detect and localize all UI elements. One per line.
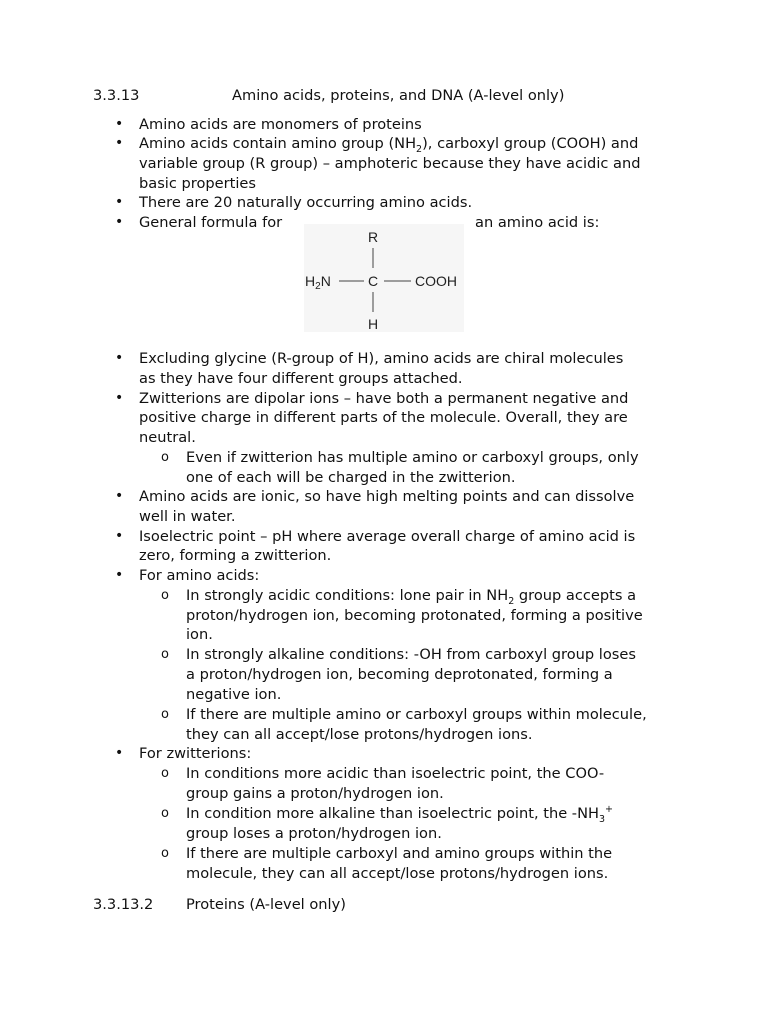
formula-text: N	[320, 273, 331, 289]
sub-bullet-text: proton/hydrogen ion, becoming protonated, forming a positive	[186, 607, 643, 624]
bullet-text: positive charge in different parts of the molecule. Overall, they are	[139, 409, 628, 426]
sub-bullet-marker: o	[161, 588, 169, 603]
bullet-text	[139, 134, 638, 154]
sub-bullet-text: negative ion.	[186, 686, 282, 703]
text-run: ), carboxyl group (COOH) and	[422, 135, 639, 152]
sub-bullet-marker: o	[161, 766, 169, 781]
bullet-marker: •	[115, 116, 124, 132]
sub-bullet-text: Even if zwitterion has multiple amino or carboxyl groups, only	[186, 449, 639, 466]
bullet-text: Amino acids are monomers of proteins	[139, 116, 422, 133]
bullet-text: For amino acids:	[139, 567, 260, 584]
bullet-text: basic properties	[139, 175, 256, 192]
bullet-marker: •	[115, 135, 124, 151]
subscript: 3	[598, 813, 606, 825]
sub-bullet-text: one of each will be charged in the zwitterion.	[186, 469, 516, 486]
text-run: In condition more alkaline than isoelectric point, the -NH	[186, 805, 599, 822]
formula-central-carbon: C	[368, 273, 379, 289]
bullet-text: There are 20 naturally occurring amino acids.	[139, 194, 473, 211]
bullet-marker: •	[115, 528, 124, 544]
formula-subscript: 2	[315, 281, 321, 292]
sub-bullet-marker: o	[161, 846, 169, 861]
amino-acid-structure-diagram	[304, 224, 464, 332]
subsection-title: Proteins (A-level only)	[186, 896, 346, 913]
bullet-marker: •	[115, 214, 124, 230]
subsection-number: 3.3.13.2	[93, 896, 154, 913]
bullet-marker: •	[115, 567, 124, 583]
bullet-marker: •	[115, 194, 124, 210]
bullet-marker: •	[115, 488, 124, 504]
bullet-text: Amino acids are ionic, so have high melting points and can dissolve	[139, 488, 635, 505]
formula-r-group: R	[368, 229, 379, 245]
section-number: 3.3.13	[93, 87, 140, 104]
bullet-text: Isoelectric point – pH where average overall charge of amino acid is	[139, 528, 636, 545]
sub-bullet-text: If there are multiple carboxyl and amino groups within the	[186, 845, 613, 862]
sub-bullet-text: If there are multiple amino or carboxyl groups within molecule,	[186, 706, 647, 723]
bullet-text: an amino acid is:	[475, 214, 600, 231]
sub-bullet-text: ion.	[186, 626, 213, 643]
formula-carboxyl-group: COOH	[415, 273, 457, 289]
sub-bullet-text: they can all accept/lose protons/hydrogen ions.	[186, 726, 533, 743]
text-run: Amino acids contain amino group (NH	[139, 135, 417, 152]
sub-bullet-text: In conditions more acidic than isoelectric point, the COO-	[186, 765, 605, 782]
sub-bullet-marker: o	[161, 806, 169, 821]
subscript: 2	[508, 595, 515, 607]
sub-bullet-marker: o	[161, 450, 169, 465]
bullet-text: as they have four different groups attached.	[139, 370, 463, 387]
sub-bullet-text: In strongly alkaline conditions: -OH from carboxyl group loses	[186, 646, 636, 663]
bullet-text: Zwitterions are dipolar ions – have both a permanent negative and	[139, 390, 629, 407]
formula-text: H	[305, 273, 316, 289]
subscript: 2	[416, 143, 423, 155]
formula-amino-group	[305, 273, 331, 292]
sub-bullet-text: group gains a proton/hydrogen ion.	[186, 785, 444, 802]
amino-acid-formula-image	[304, 224, 464, 332]
sub-bullet-marker: o	[161, 707, 169, 722]
text-run: In strongly acidic conditions: lone pair in NH	[186, 587, 509, 604]
bullet-text: variable group (R group) – amphoteric because they have acidic and	[139, 155, 641, 172]
sub-bullet-text: molecule, they can all accept/lose protons/hydrogen ions.	[186, 865, 609, 882]
bullet-text: For zwitterions:	[139, 745, 252, 762]
bullet-text: General formula for	[139, 214, 283, 231]
bullet-text: Excluding glycine (R-group of H), amino acids are chiral molecules	[139, 350, 624, 367]
formula-hydrogen: H	[368, 316, 379, 332]
sub-bullet-text: group loses a proton/hydrogen ion.	[186, 825, 442, 842]
sub-bullet-text	[186, 804, 613, 824]
sub-bullet-text: a proton/hydrogen ion, becoming deprotonated, forming a	[186, 666, 613, 683]
superscript: +	[605, 804, 613, 816]
text-run: group accepts a	[514, 587, 637, 604]
section-title: Amino acids, proteins, and DNA (A-level only)	[232, 87, 565, 104]
bullet-marker: •	[115, 390, 124, 406]
sub-bullet-marker: o	[161, 647, 169, 662]
bullet-text: zero, forming a zwitterion.	[139, 547, 332, 564]
bullet-marker: •	[115, 745, 124, 761]
sub-bullet-text	[186, 586, 636, 606]
bullet-text: neutral.	[139, 429, 196, 446]
bullet-text: well in water.	[139, 508, 236, 525]
bullet-marker: •	[115, 350, 124, 366]
